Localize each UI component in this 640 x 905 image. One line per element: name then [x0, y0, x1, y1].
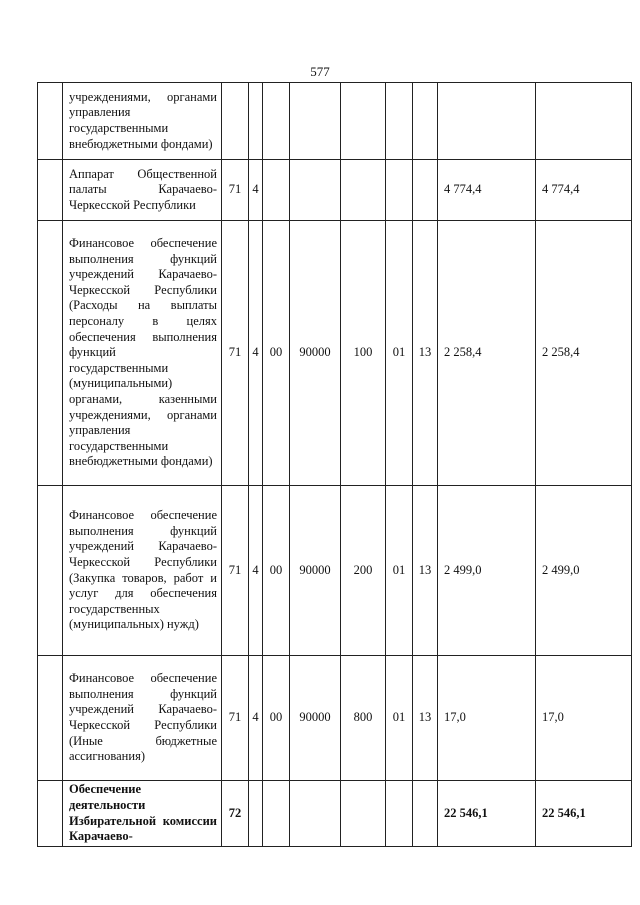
code7-cell [386, 781, 413, 847]
code8-cell [413, 160, 438, 221]
gr-cell [222, 83, 249, 160]
csr-cell [290, 83, 341, 160]
pr-cell: 00 [263, 486, 290, 656]
row-name-cell: Обеспечение деятельности Избирательной комиссии Карачаево- [63, 781, 222, 847]
blank-cell [38, 781, 63, 847]
gr-cell: 71 [222, 656, 249, 781]
vr-cell [341, 83, 386, 160]
pr-cell [263, 781, 290, 847]
sum2-cell: 2 499,0 [536, 486, 632, 656]
rz-cell: 4 [249, 656, 263, 781]
row-name-cell: учреждениями, органами управления государственными внебюджетными фондами) [63, 83, 222, 160]
gr-cell: 71 [222, 486, 249, 656]
row-name-cell: Финансовое обеспечение выполнения функций учреждений Карачаево-Черкесской Республики (Закупка товаров, работ и услуг для обеспечения государственных (муниципальных) нужд) [63, 486, 222, 656]
sum2-cell: 17,0 [536, 656, 632, 781]
code8-cell: 13 [413, 656, 438, 781]
code7-cell: 01 [386, 656, 413, 781]
sum1-cell: 2 258,4 [438, 221, 536, 486]
gr-cell: 71 [222, 160, 249, 221]
rz-cell [249, 781, 263, 847]
pr-cell [263, 160, 290, 221]
code8-cell [413, 781, 438, 847]
rz-cell: 4 [249, 160, 263, 221]
table-row [38, 656, 632, 781]
code7-cell [386, 83, 413, 160]
blank-cell [38, 83, 63, 160]
sum2-cell: 22 546,1 [536, 781, 632, 847]
blank-cell [38, 486, 63, 656]
row-name-cell: Аппарат Общественной палаты Карачаево-Черкесской Республики [63, 160, 222, 221]
pr-cell: 00 [263, 221, 290, 486]
code7-cell [386, 160, 413, 221]
table-row [38, 781, 632, 847]
sum2-cell: 4 774,4 [536, 160, 632, 221]
pr-cell: 00 [263, 656, 290, 781]
budget-table [37, 82, 632, 847]
blank-cell [38, 221, 63, 486]
rz-cell [249, 83, 263, 160]
page-number: 577 [310, 64, 330, 79]
pr-cell [263, 83, 290, 160]
csr-cell [290, 781, 341, 847]
vr-cell: 800 [341, 656, 386, 781]
sum1-cell: 22 546,1 [438, 781, 536, 847]
sum2-cell: 2 258,4 [536, 221, 632, 486]
vr-cell: 100 [341, 221, 386, 486]
table-row [38, 486, 632, 656]
gr-cell: 71 [222, 221, 249, 486]
table-row [38, 83, 632, 160]
blank-cell [38, 160, 63, 221]
code8-cell [413, 83, 438, 160]
rz-cell: 4 [249, 486, 263, 656]
sum2-cell [536, 83, 632, 160]
csr-cell: 90000 [290, 221, 341, 486]
code7-cell: 01 [386, 486, 413, 656]
rz-cell: 4 [249, 221, 263, 486]
blank-cell [38, 656, 63, 781]
vr-cell [341, 160, 386, 221]
vr-cell: 200 [341, 486, 386, 656]
gr-cell: 72 [222, 781, 249, 847]
sum1-cell: 17,0 [438, 656, 536, 781]
sum1-cell [438, 83, 536, 160]
csr-cell: 90000 [290, 486, 341, 656]
vr-cell [341, 781, 386, 847]
csr-cell: 90000 [290, 656, 341, 781]
sum1-cell: 2 499,0 [438, 486, 536, 656]
code7-cell: 01 [386, 221, 413, 486]
table-row [38, 221, 632, 486]
code8-cell: 13 [413, 486, 438, 656]
csr-cell [290, 160, 341, 221]
table-row [38, 160, 632, 221]
row-name-cell: Финансовое обеспечение выполнения функций учреждений Карачаево-Черкесской Республики (Иные бюджетные ассигнования) [63, 656, 222, 781]
sum1-cell: 4 774,4 [438, 160, 536, 221]
code8-cell: 13 [413, 221, 438, 486]
row-name-cell: Финансовое обеспечение выполнения функций учреждений Карачаево-Черкесской Республики (Расходы на выплаты персоналу в целях обеспечения выполнения функций государственными (муниципальными) органами, казенными учреждениями, органами управления государственными внебюджетными фондами) [63, 221, 222, 486]
